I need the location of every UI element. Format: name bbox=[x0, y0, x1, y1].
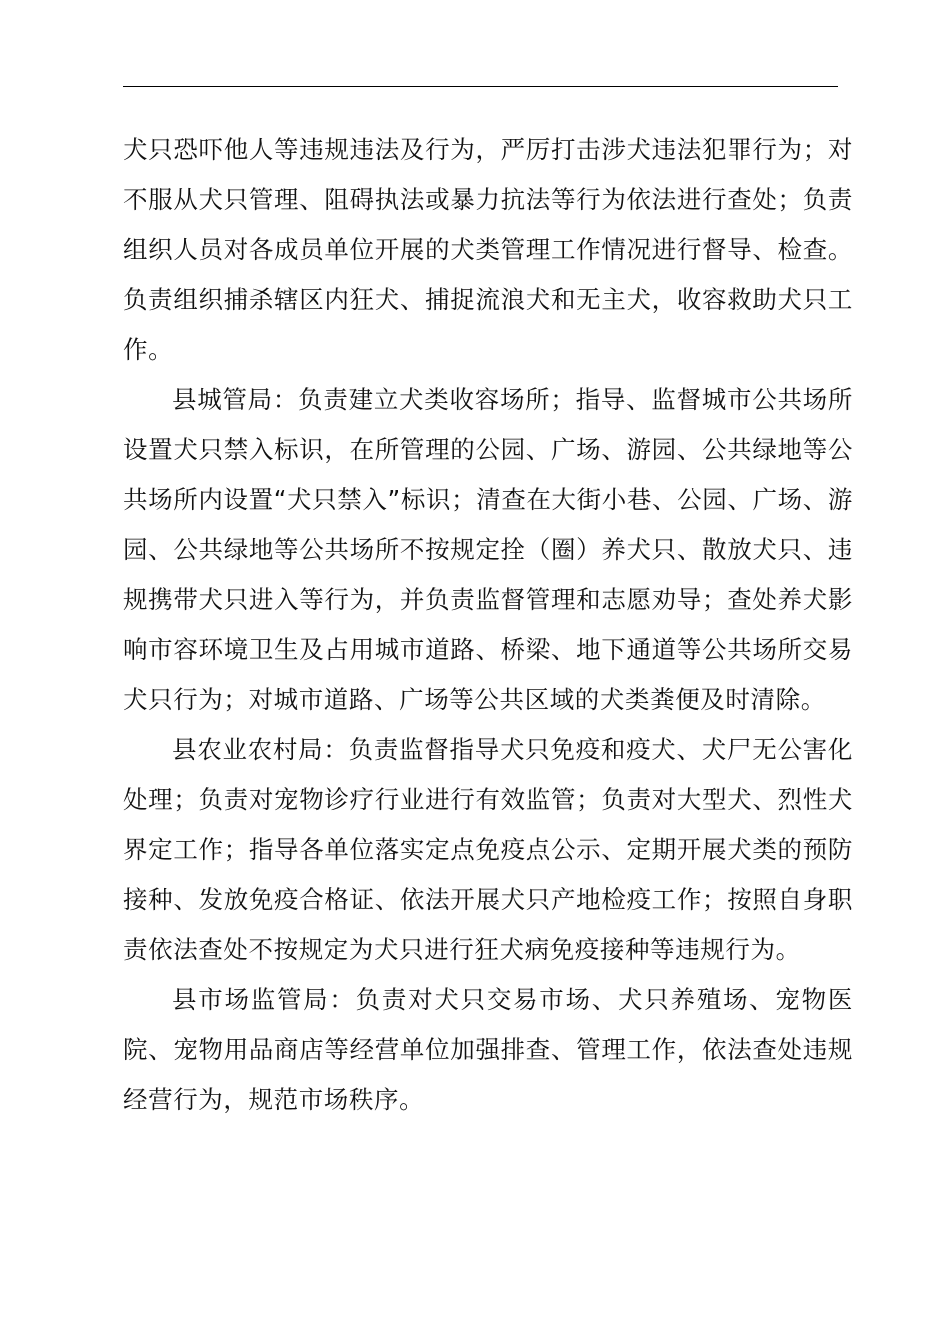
paragraph-urban-management: 县城管局：负责建立犬类收容场所；指导、监督城市公共场所设置犬只禁入标识，在所管理的公园、广场、游园、公共绿地等公共场所内设置“犬只禁入”标识；清查在大街小巷、公园、广场、游园、公共绿地等公共场所不按规定拴（圈）养犬只、散放犬只、违规携带犬只进入等行为，并负责监督管理和志愿劝导；查处养犬影响市容环境卫生及占用城市道路、桥梁、地下通道等公共场所交易犬只行为；对城市道路、广场等公共区域的犬类粪便及时清除。 bbox=[123, 385, 853, 714]
paragraph-agriculture-bureau: 县农业农村局：负责监督指导犬只免疫和疫犬、犬尸无公害化处理；负责对宠物诊疗行业进行有效监管；负责对大型犬、烈性犬界定工作；指导各单位落实定点免疫点公示、定期开展犬类的预防接种、发放免疫合格证、依法开展犬只产地检疫工作；按照自身职责依法查处不按规定为犬只进行狂犬病免疫接种等违规行为。 bbox=[123, 735, 853, 964]
document-body bbox=[123, 125, 853, 1125]
paragraph-police-duties: 犬只恐吓他人等违规违法及行为，严厉打击涉犬违法犯罪行为；对不服从犬只管理、阻碍执法或暴力抗法等行为依法进行查处；负责组织人员对各成员单位开展的犬类管理工作情况进行督导、检查。负责组织捕杀辖区内狂犬、捕捉流浪犬和无主犬，收容救助犬只工作。 bbox=[123, 135, 853, 364]
header-rule bbox=[123, 86, 838, 87]
paragraph-market-supervision: 县市场监管局：负责对犬只交易市场、犬只养殖场、宠物医院、宠物用品商店等经营单位加强排查、管理工作，依法查处违规经营行为，规范市场秩序。 bbox=[123, 985, 853, 1114]
